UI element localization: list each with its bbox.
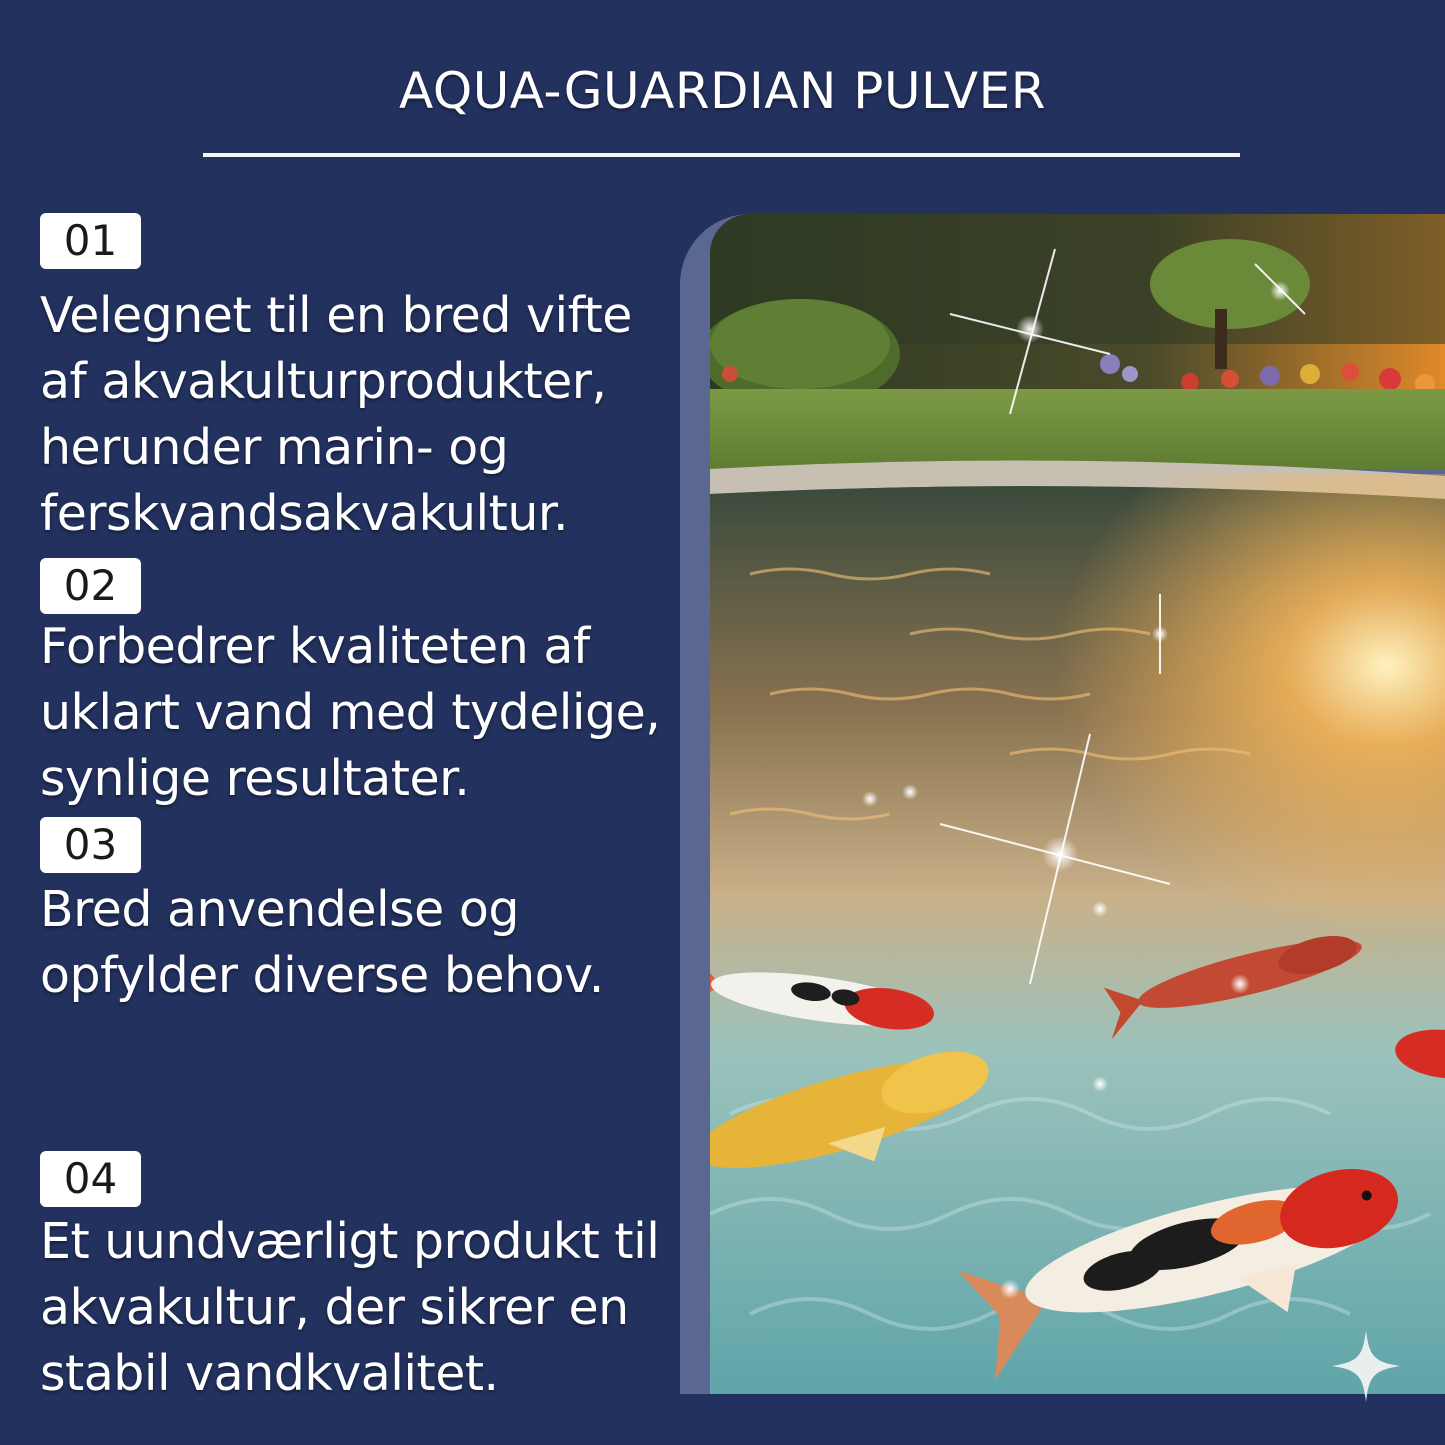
item-number-badge-01: 01	[40, 213, 141, 269]
item-number-badge-02: 02	[40, 558, 141, 614]
item-number-badge-04: 04	[40, 1151, 141, 1207]
page-title: AQUA-GUARDIAN PULVER	[399, 62, 1046, 120]
item-text-02: Forbedrer kvaliteten af uklart vand med tydelige, synlige resultater.	[40, 618, 661, 807]
item-text-03: Bred anvendelse og opfylder diverse behov.	[40, 881, 604, 1004]
photo-frame	[680, 214, 1445, 1394]
item-number-badge-03: 03	[40, 817, 141, 873]
sparkle-icon	[1332, 1330, 1400, 1402]
title-divider	[203, 153, 1240, 157]
item-text-01: Velegnet til en bred vifte af akvakulturprodukter, herunder marin- og ferskvandsakvakultur.	[40, 287, 632, 542]
koi-pond-photo	[710, 214, 1445, 1394]
item-text-04: Et uundværligt produkt til akvakultur, der sikrer en stabil vandkvalitet.	[40, 1213, 660, 1402]
